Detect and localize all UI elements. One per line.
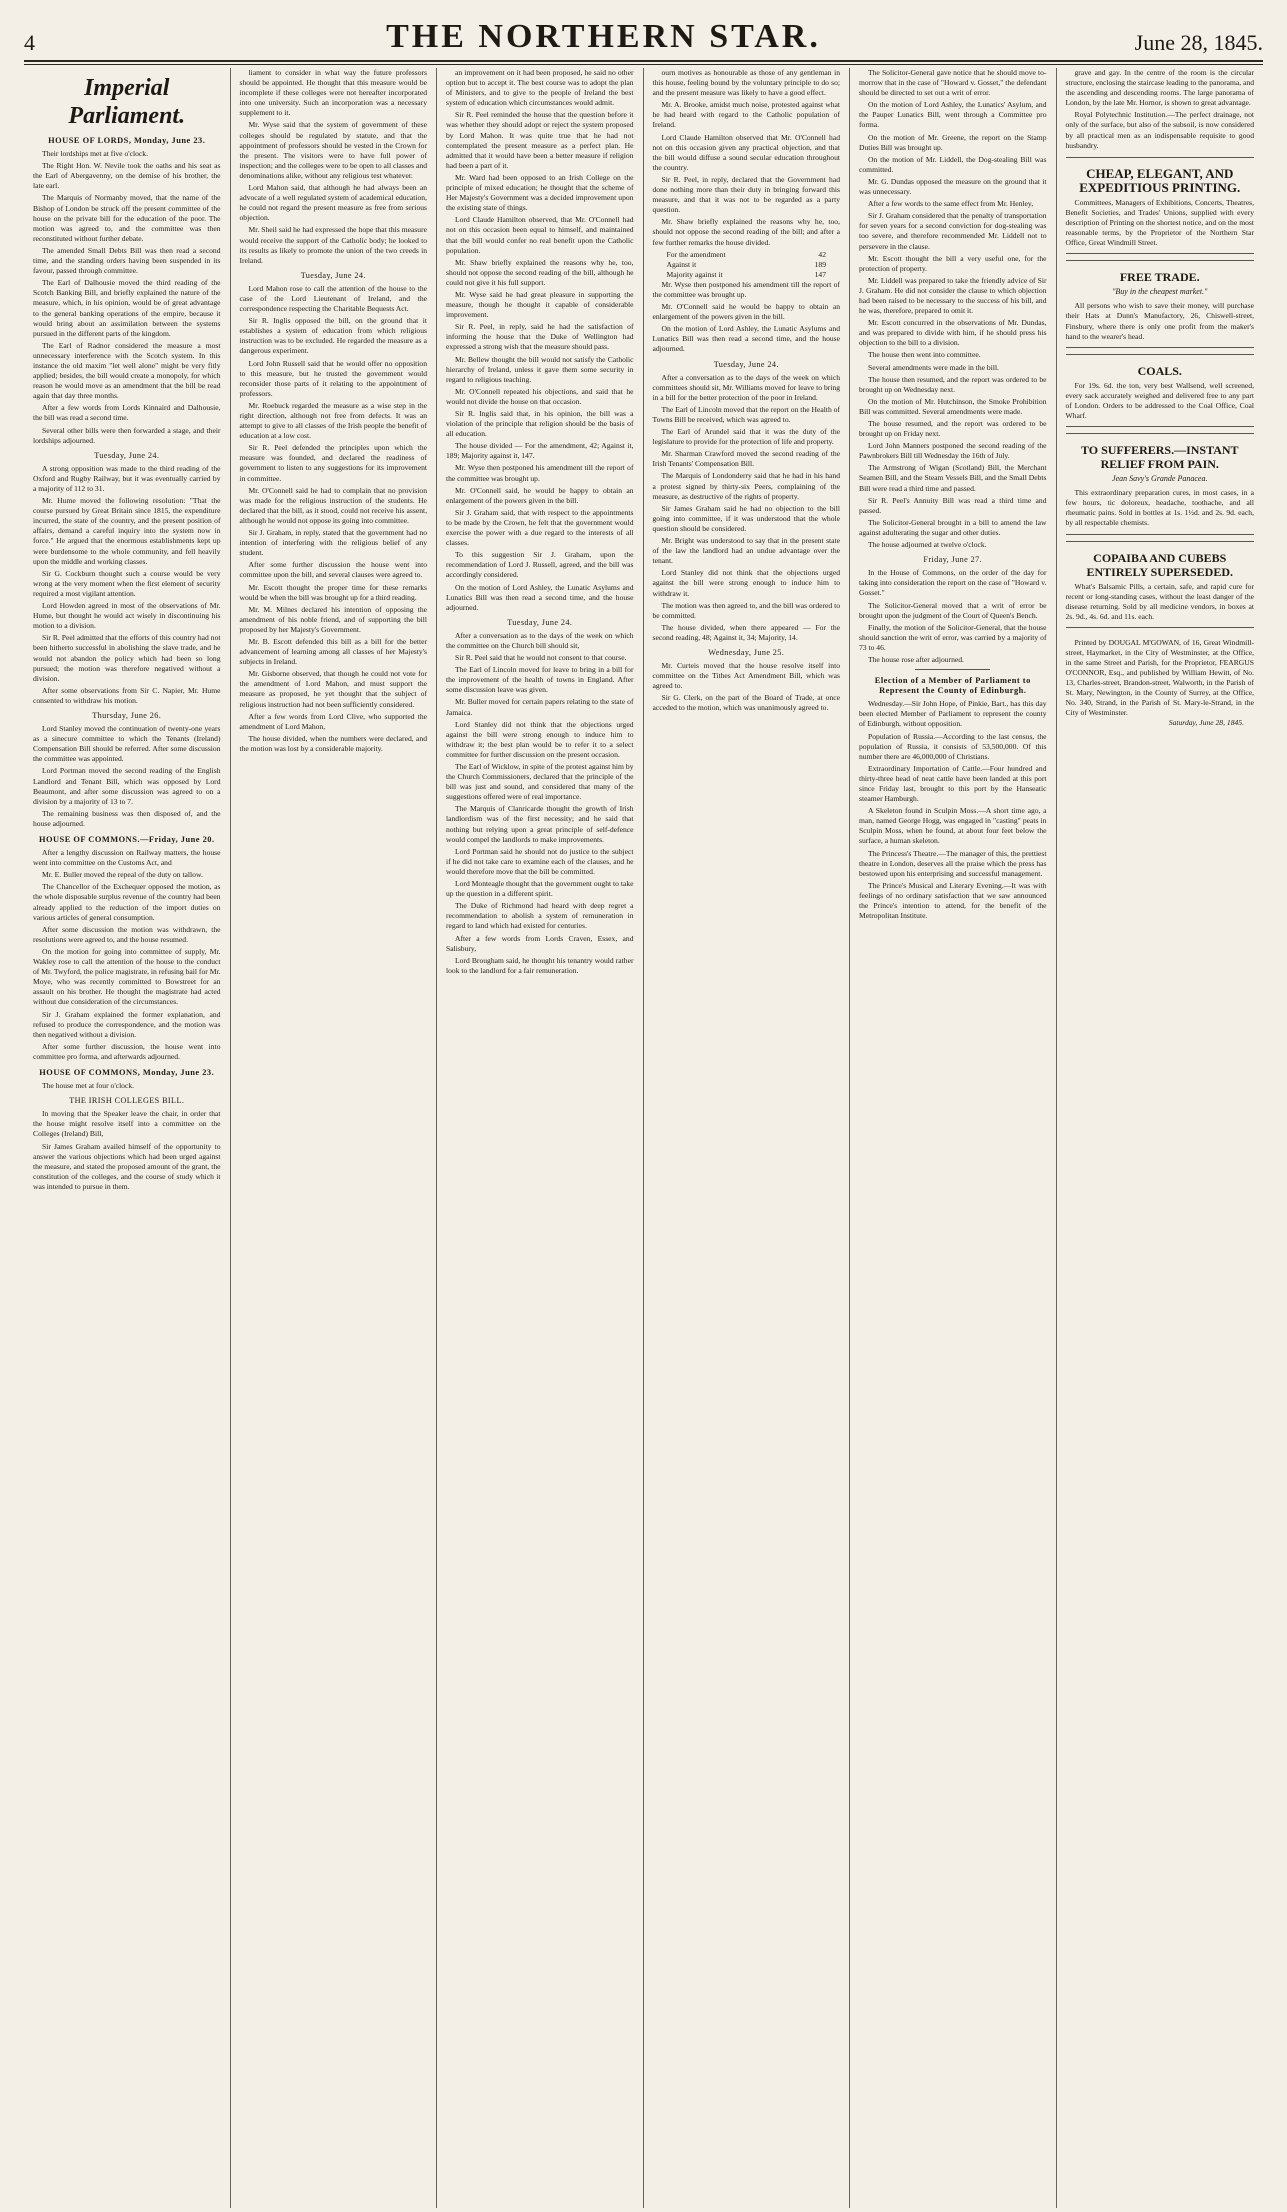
newspaper-title: THE NORTHERN STAR. bbox=[386, 18, 821, 55]
paragraph: Sir J. Graham said, that with respect to the appointments to be made by the Crown, he felt that the government would exercise the power with a due regard to the interests of all classes. bbox=[446, 507, 634, 548]
ad-body: Committees, Managers of Exhibitions, Concerts, Theatres, Benefit Societies, and Trades' Unions, supplied with every description of Printing on the shortest notice, and on the most reasonable terms, by the Proprietor of the Northern Star Office, Great Windmill Street. bbox=[1065, 197, 1254, 248]
paragraph: ourn motives as honourable as those of any gentleman in this house, feeling bound by the voluntary principle to do so; and the present measure was likely to have a good effect. bbox=[652, 68, 840, 98]
paragraph: The house rose after adjourned. bbox=[868, 654, 964, 664]
paragraph: Mr. Curteis moved that the house resolve itself into committee on the Tithes Act Amendment Bill, which was agreed to. bbox=[652, 661, 840, 691]
ad-title: CHEAP, ELEGANT, AND EXPEDITIOUS PRINTING. bbox=[1079, 165, 1241, 195]
paragraph: Mr. Shaw briefly explained the reasons why he, too, should not oppose the second reading of the bill; and after a few further remarks the house divided. bbox=[652, 217, 840, 247]
subheading: HOUSE OF LORDS, Monday, June 23. bbox=[48, 136, 206, 145]
vote-label: Against it bbox=[666, 259, 697, 269]
paragraph: Lord Claude Hamilton observed, that Mr. O'Connell had not on this occasion been equal to himself, and maintained that the bill would confer no real benefit upon the Catholic population. bbox=[446, 215, 634, 255]
paragraph: The house divided, when there appeared — For the second reading, 48; Against it, 34; Majority, 14. bbox=[652, 622, 840, 642]
paragraph: Mr. Wyse said that the system of government of these colleges should be regulated by statute, and that the appointment of professors should be vested in the Crown for the present. The visitors were to have full power of inspection; and the colleges were to be open to all classes and denominations alike, without any religious test whatever. bbox=[239, 120, 427, 180]
division-against bbox=[653, 260, 841, 270]
columns bbox=[24, 68, 1263, 2208]
ad-body: What's Balsamic Pills, a certain, safe, and rapid cure for recent or long-standing cases, without the least danger of the disease returning. Sold by all medicine vendors, in boxes at 2s. 9d., 4s. 6d. and 11s. each. bbox=[1065, 581, 1254, 621]
paragraph: Lord Portman moved the second reading of the English Landlord and Tenant Bill, which was opposed by Lord Beaumont, and after some discussion was agreed to on a division by a majority of 13 to 7. bbox=[33, 766, 221, 806]
paragraph: Mr. Bellew thought the bill would not satisfy the Catholic hierarchy of Ireland, unless it gave them some security in regard to religious teaching. bbox=[446, 354, 634, 384]
paragraph: Mr. Wyse said he had great pleasure in supporting the measure, though he thought it capable of considerable improvement. bbox=[446, 289, 634, 320]
vote-label: For the amendment bbox=[666, 249, 726, 259]
column-1 bbox=[24, 68, 231, 2208]
paragraph: Their lordships met at five o'clock. bbox=[42, 149, 148, 159]
paragraph: Mr. A. Brooke, amidst much noise, protested against what he had heard with regard to the Catholic population of Ireland. bbox=[652, 100, 840, 130]
paragraph: In the House of Commons, on the order of the day for taking into consideration the report on the case of "Howard v. Gosset." bbox=[859, 568, 1047, 598]
paragraph: After some observations from Sir C. Napier, Mr. Hume consented to withdraw his motion. bbox=[33, 685, 221, 705]
paragraph: Royal Polytechnic Institution.—The perfect drainage, not only of the surface, but also of the subsoil, is now considered by all practical men as an indispensable requisite to good husbandry. bbox=[1065, 110, 1254, 150]
paragraph: To this suggestion Sir J. Graham, upon the recommendation of Lord J. Russell, agreed, and the bill was accordingly considered. bbox=[446, 550, 634, 580]
paragraph: The house divided, when the numbers were declared, and the motion was lost by a considerable majority. bbox=[239, 733, 427, 753]
section-title: Imperial Parliament. bbox=[68, 75, 186, 129]
paragraph: After a few words from Lords Craven, Essex, and Salisbury, bbox=[446, 933, 634, 953]
paragraph: Lord Brougham said, he thought his tenantry would rather look to the landlord for a fair remuneration. bbox=[446, 955, 634, 975]
paragraph: Lord Stanley moved the continuation of twenty-one years as a sinecure committee to which the Tenants (Ireland) Compensation Bill should be referred. After some discussion the committee was appointed. bbox=[33, 724, 221, 764]
paragraph: A strong opposition was made to the third reading of the Oxford and Rugby Railway, but it was eventually carried by a majority of 112 to 31. bbox=[33, 463, 221, 493]
vote-count: 147 bbox=[814, 269, 826, 279]
paragraph: Lord Claude Hamilton observed that Mr. O'Connell had not on this occasion given any practical objection, and that the bill would diffuse a sound secular education throughout the country. bbox=[652, 132, 840, 172]
paragraph: Lord Monteagle thought that the government ought to take up the question in a different spirit. bbox=[446, 879, 634, 899]
divider bbox=[915, 669, 990, 670]
paragraph: The Earl of Lincoln moved for leave to bring in a bill for the improvement of the health of towns in England. After some discussion leave was given. bbox=[446, 665, 634, 695]
column-2 bbox=[231, 68, 438, 2208]
paragraph: Mr. Gisborne observed, that though he could not vote for the amendment of Lord Mahon, and must support the measure as proposed, he yet thought that the subject of religious instruction had not been sufficiently considered. bbox=[239, 669, 427, 709]
paragraph: Lord John Manners postponed the second reading of the Pawnbrokers Bill till Wednesday the 16th of July. bbox=[859, 441, 1047, 461]
paragraph: The house then went into committee. bbox=[868, 350, 981, 360]
paragraph: Sir J. Graham, in reply, stated that the government had no intention of interfering with the religious belief of any student. bbox=[239, 528, 427, 558]
paragraph: After a conversation as to the days of the week on which committees should sit, Mr. Williams moved for leave to bring in a bill for the better protection of the poor in Ireland. bbox=[652, 372, 840, 402]
paragraph: The Earl of Wicklow, in spite of the protest against him by the Church Commissioners, declared that the principle of the bill was just and sound, and considered that many of the suggestions offered were of real importance. bbox=[446, 762, 634, 802]
masthead bbox=[24, 16, 1263, 56]
paragraph: Lord John Russell said that he would offer no opposition to this measure, but he trusted the government would reconsider those parts of it relating to the appointment of professors. bbox=[239, 358, 427, 398]
paragraph: Sir R. Peel defended the principles upon which the measure was founded, and declared the readiness of government to listen to any suggestions for its improvement in committee. bbox=[239, 443, 427, 483]
paragraph: The Marquis of Normanby moved, that the name of the Bishop of London be struck off the present committee of the house on the private bill for the education of the poor. The motion was agreed to, and the committee was then reconstituted without further debate. bbox=[33, 193, 221, 243]
column-6 bbox=[1057, 68, 1264, 2208]
paragraph: The amended Small Debts Bill was then read a second time, and the standing orders having been suspended in its favour, passed through committee. bbox=[33, 245, 221, 276]
paragraph: The motion was then agreed to, and the bill was ordered to be committed. bbox=[652, 600, 840, 620]
division-for bbox=[653, 250, 841, 260]
paragraph: Sir J. Graham explained the former explanation, and refused to produce the correspondence, and the motion was then negatived without a division. bbox=[33, 1009, 221, 1039]
subheading: Friday, June 27. bbox=[923, 555, 983, 565]
paragraph: On the motion of Mr. Greene, the report on the Stamp Duties Bill was brought up. bbox=[859, 132, 1047, 152]
paragraph: Mr. Escott thought the bill a very useful one, for the protection of property. bbox=[859, 253, 1047, 273]
paragraph: After some discussion the motion was withdrawn, the resolutions were agreed to, and the house resumed. bbox=[33, 924, 221, 944]
paragraph: Mr. Wyse then postponed his amendment till the report of the committee was brought up. bbox=[652, 279, 840, 299]
paragraph: Sir R. Inglis opposed the bill, on the ground that it establishes a system of education from which religious instruction was to be excluded. He regarded the measure as a dangerous experiment. bbox=[239, 316, 427, 356]
paragraph: Sir R. Peel, in reply, said he had the satisfaction of informing the house that the Duke of Wellington had expressed a strong wish that the measure should pass. bbox=[446, 322, 634, 352]
paragraph: Mr. Liddell was prepared to take the friendly advice of Sir J. Graham. He did not consider the clause to which objection had been raised to be necessary to the success of his bill, and he was, therefore, prepared to omit it. bbox=[859, 275, 1047, 316]
paragraph: The house adjourned at twelve o'clock. bbox=[868, 540, 987, 550]
paragraph: After a few words from Lords Kinnaird and Dalhousie, the bill was read a second time. bbox=[33, 403, 221, 423]
paragraph: Several amendments were made in the bill. bbox=[868, 362, 999, 372]
subheading: Wednesday, June 25. bbox=[708, 647, 785, 657]
division-majority bbox=[653, 270, 841, 280]
paragraph: On the motion of Mr. Hutchinson, the Smoke Prohibition Bill was committed. Several amendments were made. bbox=[859, 396, 1047, 416]
paragraph: The Chancellor of the Exchequer opposed the motion, as the whole disposable surplus revenue of the country had been already applied to the reduction of the import duties on various articles of general consumption. bbox=[33, 882, 221, 922]
paragraph: Mr. M. Milnes declared his intention of opposing the amendment of his noble friend, and of supporting the bill proposed by her Majesty's Government. bbox=[239, 604, 427, 634]
paragraph: The Earl of Dalhousie moved the third reading of the Scotch Banking Bill, and briefly explained the nature of the measure, which, in his opinion, would be of great advantage to the general banking operations of the empire, because it would bring about an assimilation between the systems pursued in the different parts of the kingdom. bbox=[33, 278, 221, 338]
paragraph: After some further discussion the house went into committee upon the bill, and several clauses were agreed to. bbox=[239, 560, 427, 580]
column-5 bbox=[850, 68, 1057, 2208]
column-3 bbox=[437, 68, 644, 2208]
paragraph: The Solicitor-General gave notice that he should move to-morrow that in the case of "Howard v. Gosset," the defendant should be directed to set out a writ of error. bbox=[859, 68, 1047, 98]
paragraph: Sir R. Inglis said that, in his opinion, the bill was a violation of the principle that religion should be the basis of all education. bbox=[446, 409, 634, 439]
printer-imprint: Printed by DOUGAL M'GOWAN, of 16, Great Windmill-street, Haymarket, in the City of Westminster, at the Office, in the same Street and Parish, for the Proprietor, FEARGUS O'CONNOR, Esq., and published by William Hewitt, of No. 13, Charles-street, Brandon-street, Walworth, in the Parish of St. Mary, Newington, in the County of Surrey, at the Office, No. 340, Strand, in the Parish of St. Mary-le-Strand, in the City of Westminster. bbox=[1065, 637, 1254, 717]
paragraph: Sir R. Peel reminded the house that the question before it was whether they should adopt or reject the system proposed by Lord Mahon. It was quite true that he had not contemplated the present measure as a perfect plan. He admitted that it would have been a better measure if religion had been a part of it. bbox=[446, 110, 634, 170]
ad-subtitle: Jean Savy's Grande Panacea. bbox=[1112, 474, 1208, 484]
paragraph: Mr. G. Dundas opposed the measure on the ground that it was unnecessary. bbox=[859, 176, 1047, 197]
paragraph: Population of Russia.—According to the last census, the population of Russia, it consists of 53,500,000. Of this number there are 46,000,000 of Christians. bbox=[859, 731, 1047, 761]
paragraph: Mr. O'Connell said, he would be happy to obtain an enlargement of the powers given in the bill. bbox=[446, 485, 634, 505]
subheading: Thursday, June 26. bbox=[92, 710, 162, 720]
subheading: Tuesday, June 24. bbox=[300, 270, 366, 280]
paragraph: After a few words to the same effect from Mr. Henley, bbox=[868, 199, 1034, 209]
paragraph: The Prince's Musical and Literary Evening.—It was with feelings of no ordinary satisfaction that we saw announced the Prince's intention to attend, for the benefit of the Metropolitan Institute. bbox=[859, 880, 1047, 921]
vote-count: 42 bbox=[818, 249, 826, 259]
paragraph: The Marquis of Clanricarde thought the growth of Irish landlordism was of the first necessity; and he said that nothing but relying upon a great principle of self-defence would compel the landlords to make improvements. bbox=[446, 804, 634, 844]
paragraph: Sir J. Graham considered that the penalty of transportation for seven years for a second conviction for dog-stealing was too severe, and therefore recommended Mr. Liddell not to persevere in the clause. bbox=[859, 211, 1047, 251]
paragraph: The Right Hon. W. Nevile took the oaths and his seat as the Earl of Abergavenny, on the demise of his brother, the late earl. bbox=[33, 161, 221, 191]
subheading: Election of a Member of Parliament to Represent the County of Edinburgh. bbox=[874, 676, 1031, 696]
masthead-rule bbox=[24, 60, 1263, 62]
paragraph: Mr. Hume moved the following resolution: "That the course pursued by Great Britain since 1815, the expenditure incurred, the state of the country, and the present position of affairs, demand a careful inquiry into the system now in force." He argued that the enormous establishments kept up were burdensome to the whole community, and fell heavily upon the middle and working classes. bbox=[33, 496, 221, 566]
subheading: Tuesday, June 24. bbox=[713, 359, 779, 369]
panacea-advertisement bbox=[1066, 433, 1255, 534]
paragraph: The house then resumed, and the report was ordered to be brought up on Wednesday next. bbox=[859, 374, 1047, 394]
ad-body: This extraordinary preparation cures, in most cases, in a few hours, tic doloreux, headache, toothache, and all rheumatic pains. Sold in bottles at 1s. 1½d. and 2s. 9d. each, by all respectable chemists. bbox=[1065, 488, 1254, 528]
paragraph: Extraordinary Importation of Cattle.—Four hundred and thirty-three head of neat cattle have been landed at this port since Friday last, brought to this port by the Hanseatic steamer Hamburgh. bbox=[859, 763, 1047, 804]
ad-title: COALS. bbox=[1137, 363, 1182, 378]
paragraph: The house met at four o'clock. bbox=[42, 1081, 135, 1091]
paragraph: The Earl of Lincoln moved that the report on the Health of Towns Bill be received, which was agreed to. bbox=[652, 404, 840, 424]
paragraph: On the motion of Lord Ashley, the Lunatic Asylums and Lunatics Bill was then read a second time, and the house adjourned. bbox=[446, 582, 634, 612]
subheading: Tuesday, June 24. bbox=[94, 450, 160, 460]
paragraph: Mr. Bright was understood to say that in the present state of the law the landlord had an undue advantage over the tenant. bbox=[652, 536, 840, 566]
paragraph: Lord Howden agreed in most of the observations of Mr. Hume, but thought he would act wisely in discontinuing his motion to a division. bbox=[33, 601, 221, 631]
paragraph: Mr. Escott thought the proper time for these remarks would be when the bill was brought up for a third reading. bbox=[239, 582, 427, 602]
paragraph: Sir R. Peel admitted that the efforts of this country had not been hitherto successful in abolishing the slave trade, and he would not abandon the policy which had been so long pursued; the motion was therefore negatived without a division. bbox=[33, 633, 221, 683]
paragraph: The house resumed, and the report was ordered to be brought up on Friday next. bbox=[859, 419, 1047, 439]
paragraph: The Solicitor-General brought in a bill to amend the law against adulterating the sugar and other duties. bbox=[859, 517, 1047, 537]
subheading: THE IRISH COLLEGES BILL. bbox=[69, 1096, 185, 1106]
paragraph: Mr. B. Escott defended this bill as a bill for the better advancement of learning among all classes of her Majesty's subjects in Ireland. bbox=[239, 636, 427, 667]
paragraph: Mr. Buller moved for certain papers relating to the state of Jamaica. bbox=[446, 697, 634, 717]
paragraph: On the motion of Lord Ashley, the Lunatic Asylums and Lunatics Bill was then read a second time, and the house adjourned. bbox=[652, 324, 840, 354]
paragraph: Wednesday.—Sir John Hope, of Pinkie, Bart., has this day been elected Member of Parliament to represent the county of Edinburgh, without opposition. bbox=[859, 699, 1047, 729]
vote-count: 189 bbox=[814, 259, 826, 269]
hats-advertisement bbox=[1066, 260, 1255, 347]
page-number: 4 bbox=[24, 30, 35, 55]
paragraph: Mr. Escott concurred in the observations of Mr. Dundas, and was prepared to divide with him, if he should press his objection to the bill to a division. bbox=[859, 318, 1047, 348]
ad-body: For 19s. 6d. the ton, very best Wallsend, well screened, every sack accurately weighed and delivered free to any part of London. Orders to be addressed to the Coal Office, Coal Wharf. bbox=[1065, 380, 1254, 420]
paragraph: The house divided — For the amendment, 42; Against it, 189; Majority against it, 147. bbox=[446, 441, 634, 461]
paragraph: The Marquis of Londonderry said that he had in his hand a protest signed by thirty-six Peers, complaining of the measure, as destructive of the rights of property. bbox=[652, 471, 840, 501]
coals-advertisement bbox=[1066, 354, 1255, 427]
paragraph: Mr. Sharman Crawford moved the second reading of the Irish Tenants' Compensation Bill. bbox=[652, 449, 840, 469]
paragraph: an improvement on it had been proposed, he said no other option but to accept it. The best course was to adopt the plan of Ministers, and to give to the people of Ireland the best system of education which circumstances would admit. bbox=[446, 68, 634, 108]
paragraph: Mr. Ward had been opposed to an Irish College on the principle of mixed education; he thought that the scheme of Her Majesty's Government was a decided improvement upon the existing state of things. bbox=[446, 172, 634, 213]
paragraph: The Armstrong of Wigan (Scotland) Bill, the Merchant Seamen Bill, and the Steam Vessels Bill, and the Small Debts Bill were read a third time and passed. bbox=[859, 463, 1047, 493]
paragraph: Mr. E. Buller moved the repeal of the duty on tallow. bbox=[42, 870, 203, 880]
paragraph: The Princess's Theatre.—The manager of this, the prettiest theatre in London, deserves all the praise which the press has bestowed upon his enterprising and successful management. bbox=[859, 848, 1047, 878]
paragraph: The Earl of Radnor considered the measure a most unnecessary interference with the Scotch system. In this instance the old maxim "let well alone" might be very fitly applied; besides, the bill would create a monopoly, for which reason he would move as an amendment that the bill be read again that day three months. bbox=[33, 340, 221, 401]
paragraph: The Earl of Arundel said that it was the duty of the legislature to provide for the protection of life and property. bbox=[652, 427, 840, 447]
paragraph: Finally, the motion of the Solicitor-General, that the house should sanction the writ of error, was carried by a majority of 73 to 46. bbox=[859, 622, 1047, 652]
paragraph: Sir G. Clerk, on the part of the Board of Trade, at once acceded to the motion, which was unanimously agreed to. bbox=[652, 693, 840, 713]
paragraph: The Duke of Richmond had heard with deep regret a recommendation to abolish a system of remuneration in regard to land which had existed for centuries. bbox=[446, 901, 634, 931]
paragraph: Mr. O'Connell said he would be happy to obtain an enlargement of the powers given in the bill. bbox=[652, 302, 840, 322]
subheading: HOUSE OF COMMONS, Monday, June 23. bbox=[39, 1067, 215, 1077]
paragraph: On the motion of Lord Ashley, the Lunatics' Asylum, and the Pauper Lunatics Bill, went through a Committee pro forma. bbox=[859, 100, 1047, 130]
paragraph: Sir R. Peel, in reply, declared that the Government had done nothing more than their duty in bringing forward this measure, and that it was not to be regarded as a party question. bbox=[652, 174, 840, 215]
paragraph: Mr. Sheil said he had expressed the hope that this measure would receive the support of the Catholic body; he looked to its results as likely to promote the union of the two creeds in Ireland. bbox=[239, 225, 427, 265]
paragraph: Sir G. Cockburn thought such a course would be very wrong at the very moment when the first element of security required a most vigilant attention. bbox=[33, 568, 221, 598]
paragraph: In moving that the Speaker leave the chair, in order that the house might resolve itself into a committee on the Colleges (Ireland) Bill, bbox=[33, 1109, 221, 1139]
paragraph: Mr. O'Connell said he had to complain that no provision was made for the religious instruction of the students. He declared that the bill, as it stood, could not receive his assent, although he would not oppose its going into committee. bbox=[239, 485, 427, 525]
paragraph: Sir James Graham availed himself of the opportunity to answer the various objections which had been urged against the measure, and stated the proposed amount of the grant, the constitution of the colleges, and the course of study which it was intended to pursue in them. bbox=[33, 1141, 221, 1191]
paragraph: After some further discussion, the house went into committee pro forma, and afterwards adjourned. bbox=[33, 1041, 221, 1061]
paragraph: Lord Mahon said, that although he had always been an advocate of a well regulated system of academical education, he could not regard the present measure as free from serious objection. bbox=[239, 183, 427, 223]
paragraph: Mr. Roebuck regarded the measure as a wise step in the right direction, although not free from defects. It was an attempt to give to all classes of the Irish people the benefit of education at a low cost. bbox=[239, 400, 427, 441]
paragraph: Mr. Shaw briefly explained the reasons why he, too, should not oppose the second reading of the bill, although he could not give it his full support. bbox=[446, 257, 634, 287]
subheading: Tuesday, June 24. bbox=[507, 617, 573, 627]
paragraph: On the motion of Mr. Liddell, the Dog-stealing Bill was committed. bbox=[859, 154, 1047, 174]
masthead-rule-thin bbox=[24, 64, 1263, 65]
issue-date: June 28, 1845. bbox=[1134, 30, 1263, 55]
paragraph: grave and gay. In the centre of the room is the circular structure, enclosing the staircase leading to the panorama, and the ascending and descending rooms. The large panorama of London, by the late Mr. Hornor, is shown to great advantage. bbox=[1065, 68, 1255, 108]
ad-title: FREE TRADE. bbox=[1119, 270, 1200, 285]
column-4 bbox=[644, 68, 851, 2208]
copaiba-advertisement bbox=[1066, 541, 1255, 628]
vote-label: Majority against it bbox=[666, 269, 723, 279]
paragraph: On the motion for going into committee of supply, Mr. Wakley rose to call the attention of the house to the conduct of Mr. Twyford, the police magistrate, in refusing bail for Mr. Moye, who was recently committed to Bowstreet for an assault on his brother. He thought the magistrate had acted without due consideration of the circumstances. bbox=[33, 946, 221, 1007]
paragraph: liament to consider in what way the future professors should be appointed. He thought that this measure would be incomplete if these colleges were not hereafter incorporated into one university. Such an incorporation was a necessary supplement to it. bbox=[239, 68, 427, 118]
paragraph: A Skeleton found in Sculpin Moss.—A short time ago, a man, named George Hogg, was engaged in "casting" peats in Sculpin Moss, when he found, at about four feet below the surface, a human skeleton. bbox=[859, 806, 1047, 846]
imprint-date: Saturday, June 28, 1845. bbox=[1168, 717, 1244, 727]
paragraph: The remaining business was then disposed of, and the house adjourned. bbox=[33, 808, 221, 828]
paragraph: Lord Mahon rose to call the attention of the house to the case of the Lord Lieutenant of Ireland, and the correspondence respecting the Charitable Bequests Act. bbox=[239, 283, 427, 314]
paragraph: Several other bills were then forwarded a stage, and their lordships adjourned. bbox=[33, 425, 221, 445]
paragraph: Lord Stanley did not think that the objections urged against the bill were strong enough to induce him to withdraw it; the best plan would be to refer it to a select committee for further discussion on the present occasion. bbox=[446, 719, 634, 759]
paragraph: Lord Stanley did not think that the objections urged against the bill were strong enough to induce him to withdraw it. bbox=[652, 568, 840, 598]
paragraph: Mr. O'Connell repeated his objections, and said that he would not divide the house on that occasion. bbox=[446, 386, 634, 406]
paragraph: Sir R. Peel said that he would not consent to that course. bbox=[455, 653, 627, 663]
ad-title: COPAIBA AND CUBEBS ENTIRELY SUPERSEDED. bbox=[1086, 550, 1233, 579]
paragraph: The Solicitor-General moved that a writ of error be brought upon the judgment of the Court of Queen's Bench. bbox=[859, 600, 1047, 620]
printing-advertisement bbox=[1066, 157, 1255, 254]
ad-body: All persons who wish to save their money, will purchase their Hats at Dunn's Manufactory, 26, Chiswell-street, Finsbury, where there is only one profit from the maker's hand to the wearer's head. bbox=[1065, 301, 1254, 341]
paragraph: Sir James Graham said he had no objection to the bill going into committee, if it was understood that the whole question should be considered. bbox=[652, 503, 840, 533]
ad-title: TO SUFFERERS.—INSTANT RELIEF FROM PAIN. bbox=[1080, 443, 1239, 472]
ad-subtitle: "Buy in the cheapest market." bbox=[1112, 287, 1208, 297]
paragraph: After a few words from Lord Clive, who supported the amendment of Lord Mahon, bbox=[239, 711, 427, 731]
paragraph: Lord Portman said he should not do justice to the subject if he did not take care to examine each of the clauses, and he would therefore move that the bill be committed. bbox=[446, 846, 634, 876]
subheading: HOUSE OF COMMONS.—Friday, June 20. bbox=[38, 835, 215, 844]
paragraph: Sir R. Peel's Annuity Bill was read a third time and passed. bbox=[859, 495, 1047, 515]
paragraph: After a lengthy discussion on Railway matters, the house went into committee on the Customs Act, and bbox=[33, 848, 221, 868]
paragraph: Mr. Wyse then postponed his amendment till the report of the committee was brought up. bbox=[446, 463, 634, 483]
paragraph: After a conversation as to the days of the week on which the committee on the Church bill should sit, bbox=[446, 630, 634, 650]
